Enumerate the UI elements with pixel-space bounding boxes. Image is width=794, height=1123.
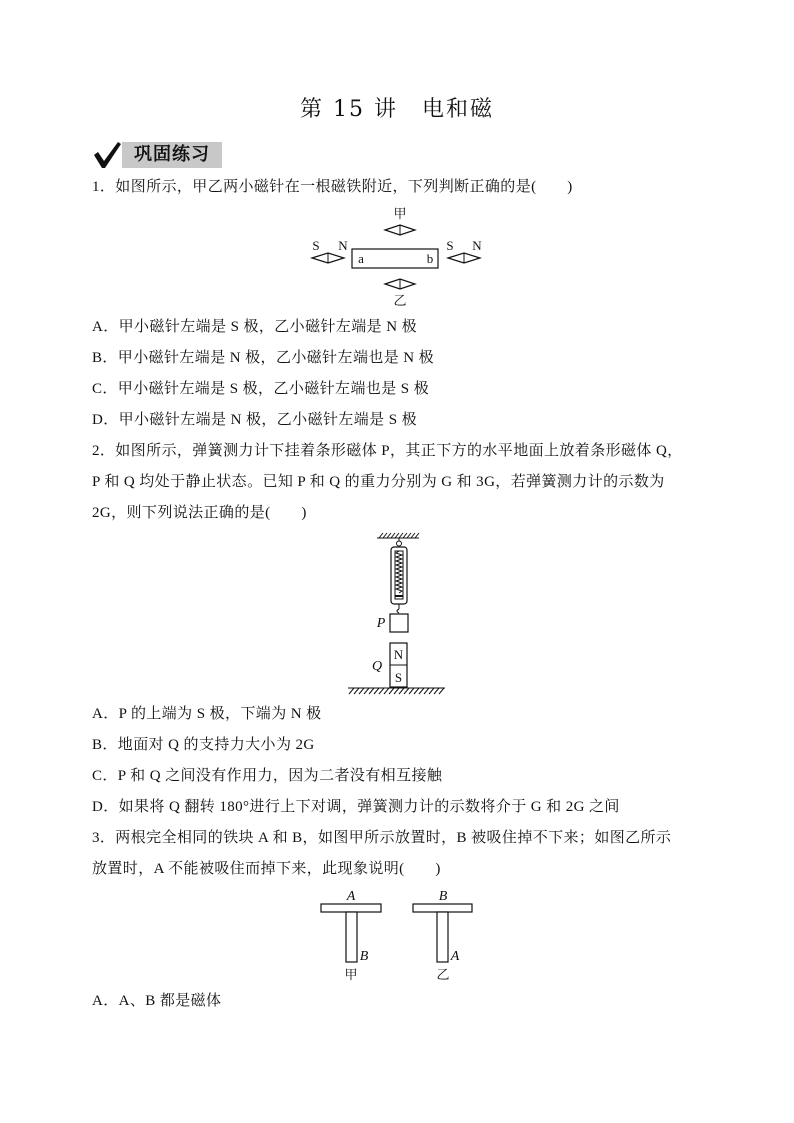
section-heading: 巩固练习 (122, 142, 222, 168)
hatch-line (439, 688, 444, 694)
needle-jia (385, 225, 415, 235)
yi-top-label: B (438, 889, 448, 904)
hatch-line (383, 533, 387, 538)
jia-top-label: A (346, 889, 356, 904)
q1-option-a: A．甲小磁针左端是 S 极，乙小磁针左端是 N 极 (92, 319, 418, 335)
check-mark-shape (94, 142, 121, 168)
jia-side-label: B (359, 949, 369, 964)
hatch-line (424, 688, 429, 694)
yi-horizontal-bar (413, 904, 472, 912)
magnet-q-label: Q (371, 659, 383, 674)
magnet-p-label: P (376, 616, 386, 631)
needle-right (448, 253, 480, 263)
hatch-line (379, 533, 383, 538)
q1-option-c: C．甲小磁针左端是 S 极，乙小磁针左端也是 S 极 (92, 381, 430, 397)
hatch-line (429, 688, 434, 694)
check-icon (92, 140, 122, 170)
jia-horizontal-bar (321, 904, 381, 912)
ground (348, 688, 445, 694)
magnet-end-a: a (358, 251, 364, 266)
yi-vertical-bar (437, 912, 448, 962)
hatch-line (415, 533, 419, 538)
q1-figure (300, 200, 495, 312)
q1-label-jia: 甲 (393, 206, 407, 221)
hatch-line (369, 688, 374, 694)
hatch-line (403, 533, 407, 538)
hatch-line (384, 688, 389, 694)
yi-caption: 乙 (436, 967, 450, 982)
q1-left-needle-n: N (338, 238, 348, 253)
top-ring (397, 541, 402, 546)
q1-option-b: B．甲小磁针左端是 N 极，乙小磁针左端也是 N 极 (92, 350, 435, 366)
q1-label-yi: 乙 (393, 293, 407, 308)
magnet-q-pole-n: N (393, 647, 404, 662)
hatch-line (411, 533, 415, 538)
hatch-line (349, 688, 354, 694)
q1-option-d: D．甲小磁针左端是 N 极，乙小磁针左端是 S 极 (92, 412, 418, 428)
q3-option-a: A．A、B 都是磁体 (92, 993, 222, 1009)
q2-stem-line-3: 2G，则下列说法正确的是( ) (92, 505, 307, 521)
bottom-hook (397, 609, 399, 613)
hatch-line (404, 688, 409, 694)
q3-figure (315, 885, 480, 985)
yi-side-label: A (450, 949, 460, 964)
hatch-line (409, 688, 414, 694)
q2-option-c: C．P 和 Q 之间没有作用力，因为二者没有相互接触 (92, 768, 443, 784)
q3-stem-line-2: 放置时，A 不能被吸住而掉下来，此现象说明( ) (92, 861, 441, 877)
q1-right-needle-n: N (472, 238, 482, 253)
q2-stem-line-1: 2．如图所示，弹簧测力计下挂着条形磁体 P，其正下方的水平地面上放着条形磁体 Q， (92, 443, 683, 459)
hatch-line (389, 688, 394, 694)
magnet-p (390, 614, 408, 632)
page-title: 第 15 讲 电和磁 (300, 97, 494, 122)
q1-right-needle-s: S (446, 238, 454, 253)
q2-option-d: D．如果将 Q 翻转 180°进行上下对调，弹簧测力计的示数将介于 G 和 2G 之间 (92, 799, 620, 815)
q2-figure (345, 528, 450, 698)
hatch-line (407, 533, 411, 538)
hatch-line (395, 533, 399, 538)
hatch-line (399, 533, 403, 538)
hatch-line (419, 688, 424, 694)
hatch-line (391, 533, 395, 538)
hatch-line (434, 688, 439, 694)
t-arrangement-jia (321, 889, 381, 982)
q2-option-a: A．P 的上端为 S 极，下端为 N 极 (92, 706, 322, 722)
q2-stem-line-2: P 和 Q 均处于静止状态。已知 P 和 Q 的重力分别为 G 和 3G，若弹簧测力计的示数为 (92, 474, 665, 490)
hatch-line (399, 688, 404, 694)
hatch-line (414, 688, 419, 694)
q2-option-b: B．地面对 Q 的支持力大小为 2G (92, 737, 315, 753)
q3-stem-line-1: 3．两根完全相同的铁块 A 和 B，如图甲所示放置时，B 被吸住掉不下来；如图乙所示 (92, 830, 672, 846)
q1-left-needle-s: S (312, 238, 320, 253)
t-arrangement-yi (413, 889, 472, 982)
bar-magnet (352, 249, 438, 268)
needle-yi (385, 279, 415, 289)
q1-stem: 1．如图所示，甲乙两小磁针在一根磁铁附近，下列判断正确的是( ) (92, 179, 573, 195)
hatch-line (359, 688, 364, 694)
hatch-line (374, 688, 379, 694)
hatch-line (354, 688, 359, 694)
jia-vertical-bar (346, 912, 357, 962)
needle-left (312, 253, 344, 263)
spring-scale (391, 538, 407, 613)
hatch-line (364, 688, 369, 694)
hatch-line (379, 688, 384, 694)
magnet-end-b: b (426, 251, 434, 266)
magnet-q-pole-s: S (394, 670, 403, 685)
hatch-line (394, 688, 399, 694)
hatch-line (387, 533, 391, 538)
jia-caption: 甲 (344, 967, 358, 982)
ceiling (377, 533, 419, 538)
